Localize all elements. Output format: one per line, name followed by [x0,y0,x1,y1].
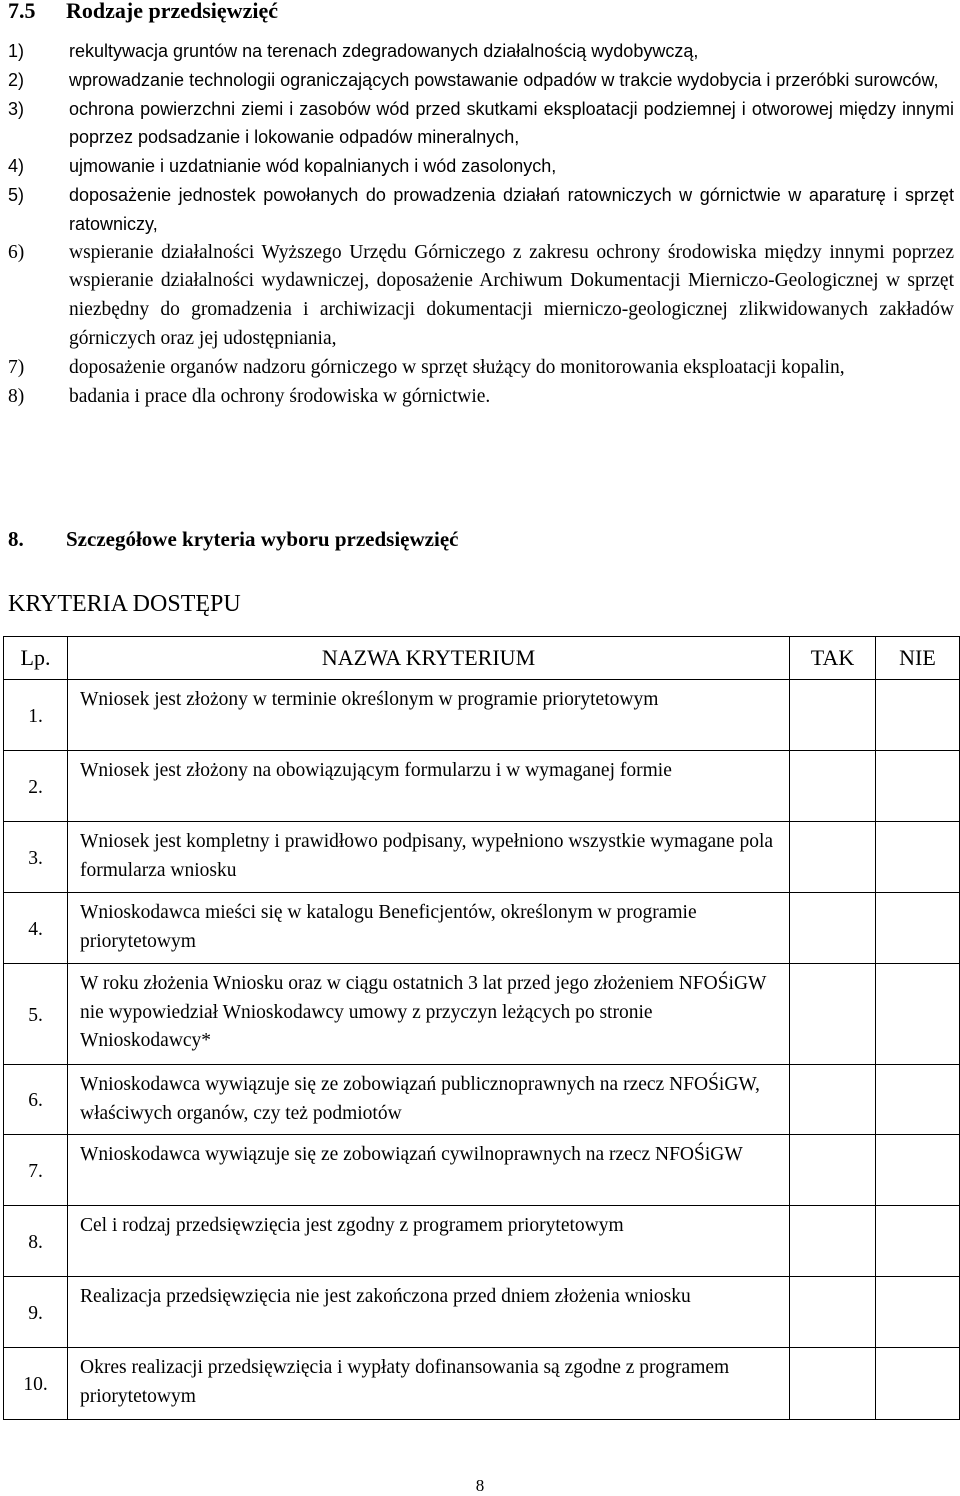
criterion-name: Realizacja przedsięwzięcia nie jest zakończona przed dniem złożenia wniosku [68,1277,790,1348]
criterion-name: Wnioskodawca wywiązuje się ze zobowiązań publicznoprawnych na rzecz NFOŚiGW, właściwych organów, czy też podmiotów [68,1065,790,1135]
list-item-number: 3) [8,98,25,119]
list-item-text: ochrona powierzchni ziemi i zasobów wód przed skutkami eksploatacji podziemnej i otworowej między innymi poprzez podsadzanie i lokowanie odpadów mineralnych, [69,98,954,148]
table-row [4,893,960,964]
row-number: 8. [4,1206,68,1277]
yes-cell[interactable] [790,893,876,964]
row-number: 7. [4,1135,68,1206]
row-number: 2. [4,751,68,822]
row-number: 1. [4,680,68,751]
subsection-title: Szczegółowe kryteria wyboru przedsięwzięć [66,527,459,551]
list-item [8,37,954,66]
col-header-yes: TAK [790,637,876,680]
list-item-number: 4) [8,156,25,177]
project-types-list [8,37,954,411]
criterion-name: Wnioskodawca mieści się w katalogu Beneficjentów, określonym w programie priorytetowym [68,893,790,964]
yes-cell[interactable] [790,1348,876,1420]
table-row [4,964,960,1065]
no-cell[interactable] [876,893,960,964]
no-cell[interactable] [876,1277,960,1348]
criterion-name: Wnioskodawca wywiązuje się ze zobowiązań cywilnoprawnych na rzecz NFOŚiGW [68,1135,790,1206]
yes-cell[interactable] [790,822,876,893]
list-item-number: 8) [8,385,25,407]
table-row [4,1135,960,1206]
no-cell[interactable] [876,1348,960,1420]
no-cell[interactable] [876,751,960,822]
yes-cell[interactable] [790,1135,876,1206]
no-cell[interactable] [876,680,960,751]
section-heading [8,0,278,26]
yes-cell[interactable] [790,1206,876,1277]
criterion-name: Okres realizacji przedsięwzięcia i wypłaty dofinansowania są zgodne z programem priorytetowym [68,1348,790,1420]
list-item [8,383,954,412]
col-header-name: NAZWA KRYTERIUM [68,637,790,680]
list-item-text: doposażenie jednostek powołanych do prowadzenia działań ratowniczych w górnictwie w aparaturę i sprzęt ratowniczy, [69,184,954,234]
table-header-row [4,637,960,680]
subsection-number: 8. [8,527,24,551]
yes-cell[interactable] [790,964,876,1065]
list-item [8,152,954,181]
row-number: 3. [4,822,68,893]
section-title: Rodzaje przedsięwzięć [66,0,278,23]
list-item-text: wspieranie działalności Wyższego Urzędu Górniczego z zakresu ochrony środowiska między innymi poprzez wspieranie działalności wydawniczej, doposażenie Archiwum Dokumentacji Mierniczo-Geologicznej w sprzęt niezbędny do gromadzenia i archiwizacji dokumentacji mierniczo-geologicznej zlikwidowanych zakładów górniczych oraz jej udostępniania, [69,241,954,349]
table-row [4,1348,960,1420]
row-number: 9. [4,1277,68,1348]
table-row [4,822,960,893]
list-item-number: 6) [8,241,25,263]
list-item [8,95,954,153]
access-criteria-heading: KRYTERIA DOSTĘPU [8,591,241,617]
col-header-no: NIE [876,637,960,680]
table-row [4,1065,960,1135]
list-item [8,354,954,383]
list-item [8,66,954,95]
subsection-heading [8,524,458,554]
yes-cell[interactable] [790,751,876,822]
criterion-name: W roku złożenia Wniosku oraz w ciągu ostatnich 3 lat przed jego złożeniem NFOŚiGW nie wypowiedział Wnioskodawcy umowy z przyczyn leżących po stronie Wnioskodawcy* [68,964,790,1065]
criterion-name: Cel i rodzaj przedsięwzięcia jest zgodny z programem priorytetowym [68,1206,790,1277]
row-number: 10. [4,1348,68,1420]
yes-cell[interactable] [790,1277,876,1348]
criterion-name: Wniosek jest kompletny i prawidłowo podpisany, wypełniono wszystkie wymagane pola formularza wniosku [68,822,790,893]
list-item-text: ujmowanie i uzdatnianie wód kopalnianych i wód zasolonych, [69,156,557,177]
yes-cell[interactable] [790,680,876,751]
list-item [8,239,954,354]
criterion-name: Wniosek jest złożony w terminie określonym w programie priorytetowym [68,680,790,751]
no-cell[interactable] [876,964,960,1065]
table-row [4,1277,960,1348]
criteria-table [3,636,960,1420]
table-row [4,1206,960,1277]
list-item-text: wprowadzanie technologii ograniczających powstawanie odpadów w trakcie wydobycia i przeróbki surowców, [69,69,939,90]
list-item [8,181,954,239]
list-item-number: 2) [8,69,25,90]
table-row [4,680,960,751]
criterion-name: Wniosek jest złożony na obowiązującym formularzu i w wymaganej formie [68,751,790,822]
row-number: 6. [4,1065,68,1135]
yes-cell[interactable] [790,1065,876,1135]
no-cell[interactable] [876,1135,960,1206]
table-row [4,751,960,822]
section-number: 7.5 [8,0,36,23]
list-item-number: 7) [8,356,25,378]
list-item-number: 1) [8,41,25,61]
no-cell[interactable] [876,1206,960,1277]
no-cell[interactable] [876,1065,960,1135]
col-header-lp: Lp. [4,637,68,680]
list-item-number: 5) [8,184,25,205]
list-item-text: doposażenie organów nadzoru górniczego w sprzęt służący do monitorowania eksploatacji kopalin, [69,356,845,378]
list-item-text: rekultywacja gruntów na terenach zdegradowanych działalnością wydobywczą, [69,41,699,61]
list-item-text: badania i prace dla ochrony środowiska w górnictwie. [69,385,491,407]
row-number: 5. [4,964,68,1065]
row-number: 4. [4,893,68,964]
page-number: 8 [475,1476,485,1495]
no-cell[interactable] [876,822,960,893]
